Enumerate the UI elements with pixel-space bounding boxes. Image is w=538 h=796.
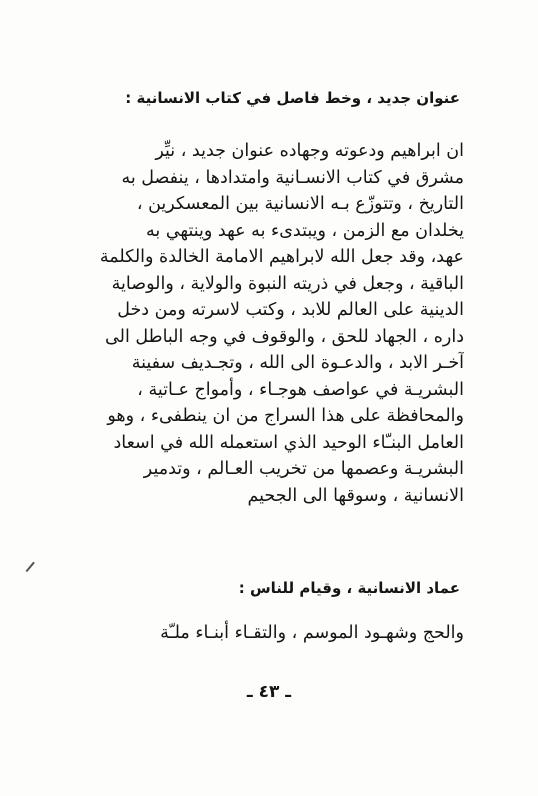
text-line: العامل البنـّاء الوحيد الذي استعمله الله في اسعاد <box>113 432 464 453</box>
text-line: البشريـة وعصمها من تخريب العـالم ، وتدمير <box>143 459 464 479</box>
text-line: عهد، وقد جعل الله لابراهيم الامامة الخالدة والكلمة <box>99 247 464 267</box>
text-line: والحج وشهـود الموسم ، والتقـاء أبنـاء ملـّة <box>160 623 464 643</box>
scan-mark <box>26 562 35 572</box>
text-line: داره ، الجهاد للحق ، والوقوف في وجه الباطل الى <box>105 326 464 347</box>
text-line: ان ابراهيم ودعوته وجهاده عنوان جديد ، نيِّر <box>155 141 464 161</box>
paragraph <box>66 138 464 509</box>
paragraph <box>66 620 464 647</box>
text-line: مشرق في كتاب الانسـانية وامتدادها ، ينفصل به <box>121 167 464 188</box>
section-heading: عنوان جديد ، وخط فاصل في كتاب الانسانية : <box>125 89 460 107</box>
text-line: الانسانية ، وسوقها الى الجحيم <box>247 485 464 506</box>
text-line: التاريخ ، وتتوزّع بـه الانسانية بين المعسكرين ، <box>136 194 464 214</box>
text-line: آخـر الابد ، والدعـوة الى الله ، وتجـديف سفينة <box>131 353 464 373</box>
text-line: الدينية على العالم للابد ، وكتب لاسرته ومن دخل <box>117 300 464 320</box>
text-line: الباقية ، وجعل في ذريته النبوة والولاية ، والوصاية <box>111 273 464 294</box>
page-number: ـ ٤٣ ـ <box>246 682 292 702</box>
text-line: يخلدان مع الزمن ، ويبتدىء به عهد وينتهي به <box>146 220 464 241</box>
text-line: البشريـة في عواصف هوجـاء ، وأمواج عـاتية ، <box>137 379 464 400</box>
text-line: والمحافظة على هذا السراج من ان ينطفىء ، وهو <box>107 406 464 426</box>
section-heading: عماد الانسانية ، وقيام للناس : <box>238 579 460 597</box>
